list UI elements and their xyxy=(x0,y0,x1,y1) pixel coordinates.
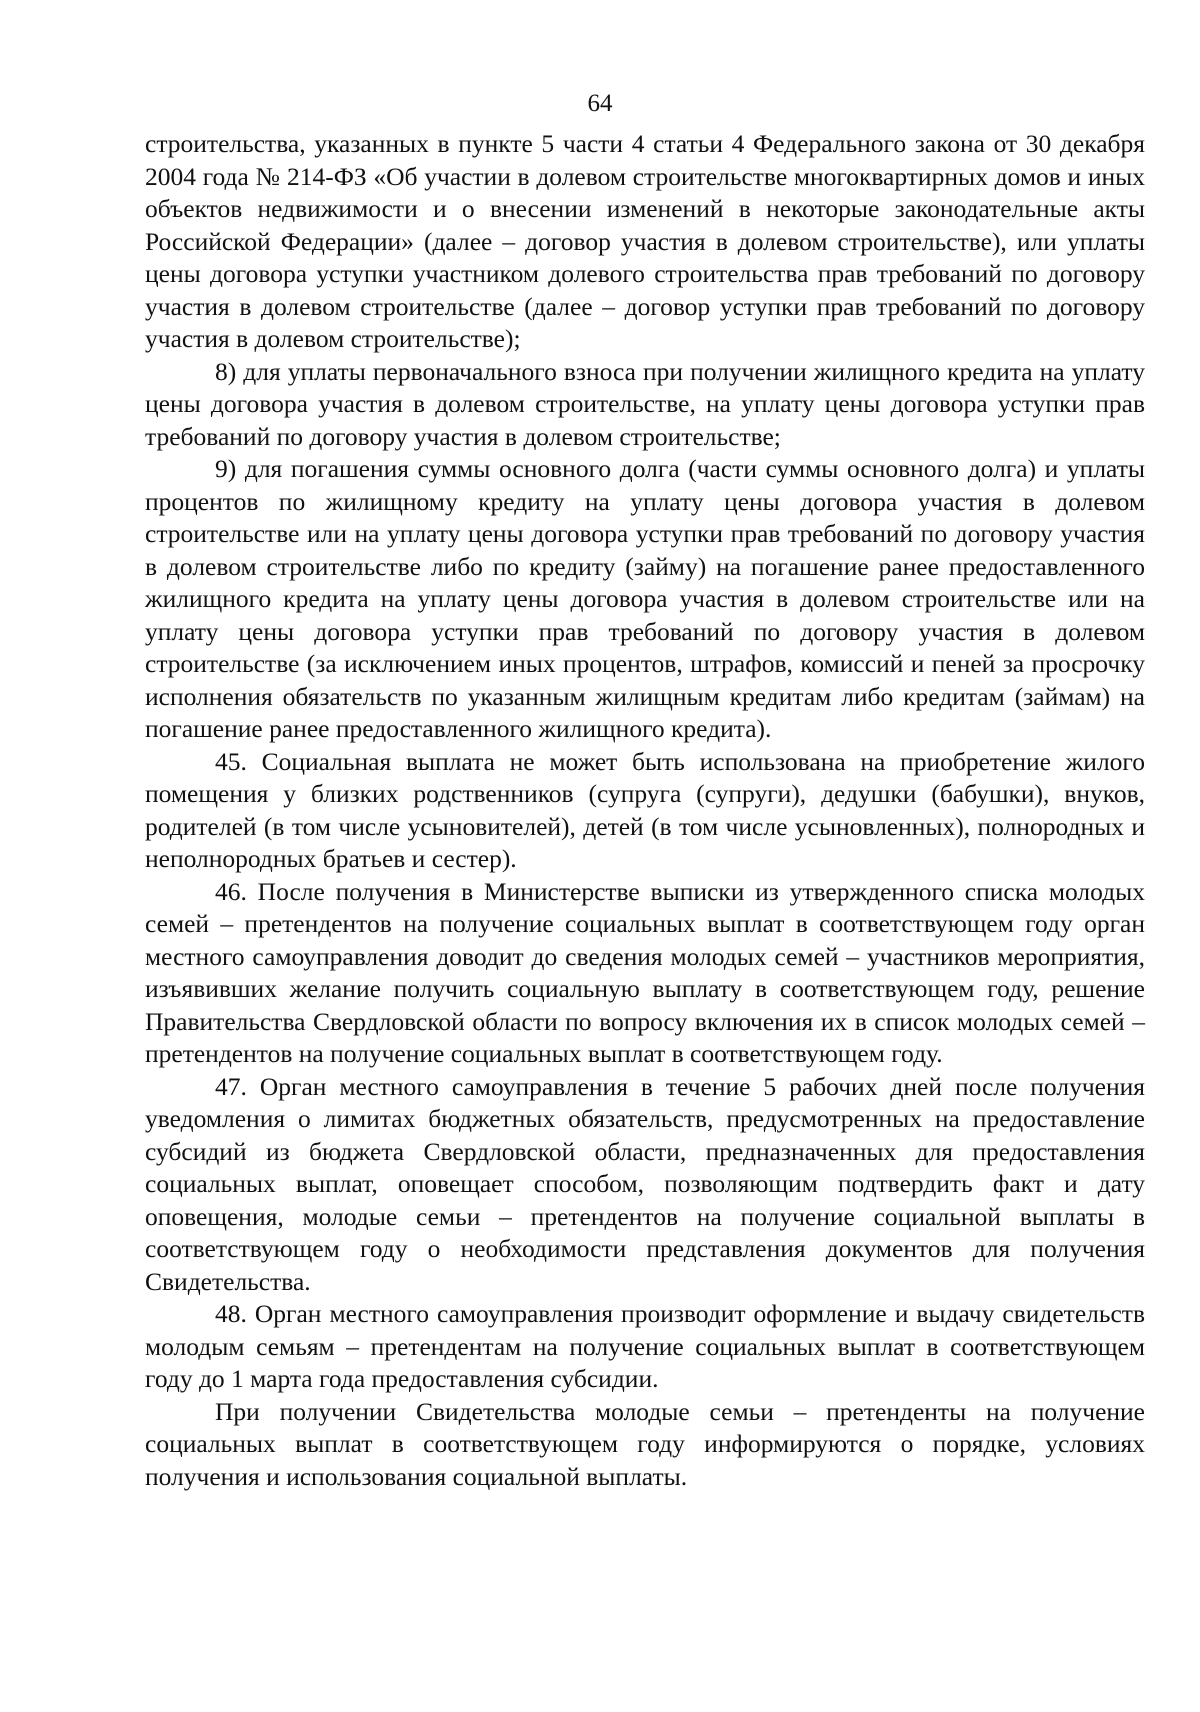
paragraph-clause-48: 48. Орган местного самоуправления производит оформление и выдачу свидетельств молодым семьям – претендентам на получение социальных выплат в соответствующем году до 1 марта года предоставления субсидии. xyxy=(145,1299,1145,1393)
page-number: 64 xyxy=(587,90,613,117)
paragraph-clause-47: 47. Орган местного самоуправления в течение 5 рабочих дней после получения уведомления о лимитах бюджетных обязательств, предусмотренных на предоставление субсидий из бюджета Свердловской области, предназначенных для предоставления социальных выплат, оповещает способом, позволяющим подтвердить факт и дату оповещения, молодые семьи – претендентов на получение социальной выплаты в соответствующем году о необходимости представления документов для получения Свидетельства. xyxy=(145,1071,1145,1296)
paragraph-item-9: 9) для погашения суммы основного долга (части суммы основного долга) и уплаты процентов по жилищному кредиту на уплату цены договора участия в долевом строительстве или на уплату цены договора уступки прав требований по договору участия в долевом строительстве либо по кредиту (займу) на погашение ранее предоставленного жилищного кредита на уплату цены договора участия в долевом строительстве или на уплату цены договора уступки прав требований по договору участия в долевом строительстве (за исключением иных процентов, штрафов, комиссий и пеней за просрочку исполнения обязательств по указанным жилищным кредитам либо кредитам (займам) на погашение ранее предоставленного жилищного кредита). xyxy=(145,454,1145,743)
paragraph-item-8: 8) для уплаты первоначального взноса при получении жилищного кредита на уплату цены договора участия в долевом строительстве, на уплату цены договора уступки прав требований по договору участия в долевом строительстве; xyxy=(145,356,1145,451)
paragraph-clause-45: 45. Социальная выплата не может быть использована на приобретение жилого помещения у близких родственников (супруга (супруги), дедушки (бабушки), внуков, родителей (в том числе усыновителей), детей (в том числе усыновленных), полнородных и неполнородных братьев и сестер). xyxy=(145,746,1145,873)
document-body xyxy=(145,128,1145,1493)
paragraph-clause-46: 46. После получения в Министерстве выписки из утвержденного списка молодых семей – претендентов на получение социальных выплат в соответствующем году орган местного самоуправления доводит до сведения молодых семей – участников мероприятия, изъявивших желание получить социальную выплату в соответствующем году, решение Правительства Свердловской области по вопросу включения их в список молодых семей – претендентов на получение социальных выплат в соответствующем году. xyxy=(145,876,1145,1068)
paragraph-certificate-info: При получении Свидетельства молодые семьи – претенденты на получение социальных выплат в соответствующем году информируются о порядке, условиях получения и использования социальной выплаты. xyxy=(145,1396,1145,1491)
paragraph-continuation: строительства, указанных в пункте 5 части 4 статьи 4 Федерального закона от 30 декабря 2004 года № 214-ФЗ «Об участии в долевом строительстве многоквартирных домов и иных объектов недвижимости и о внесении изменений в некоторые законодательные акты Российской Федерации» (далее – договор участия в долевом строительстве), или уплаты цены договора уступки участником долевого строительства прав требований по договору участия в долевом строительстве (далее – договор уступки прав требований по договору участия в долевом строительстве); xyxy=(145,129,1145,353)
